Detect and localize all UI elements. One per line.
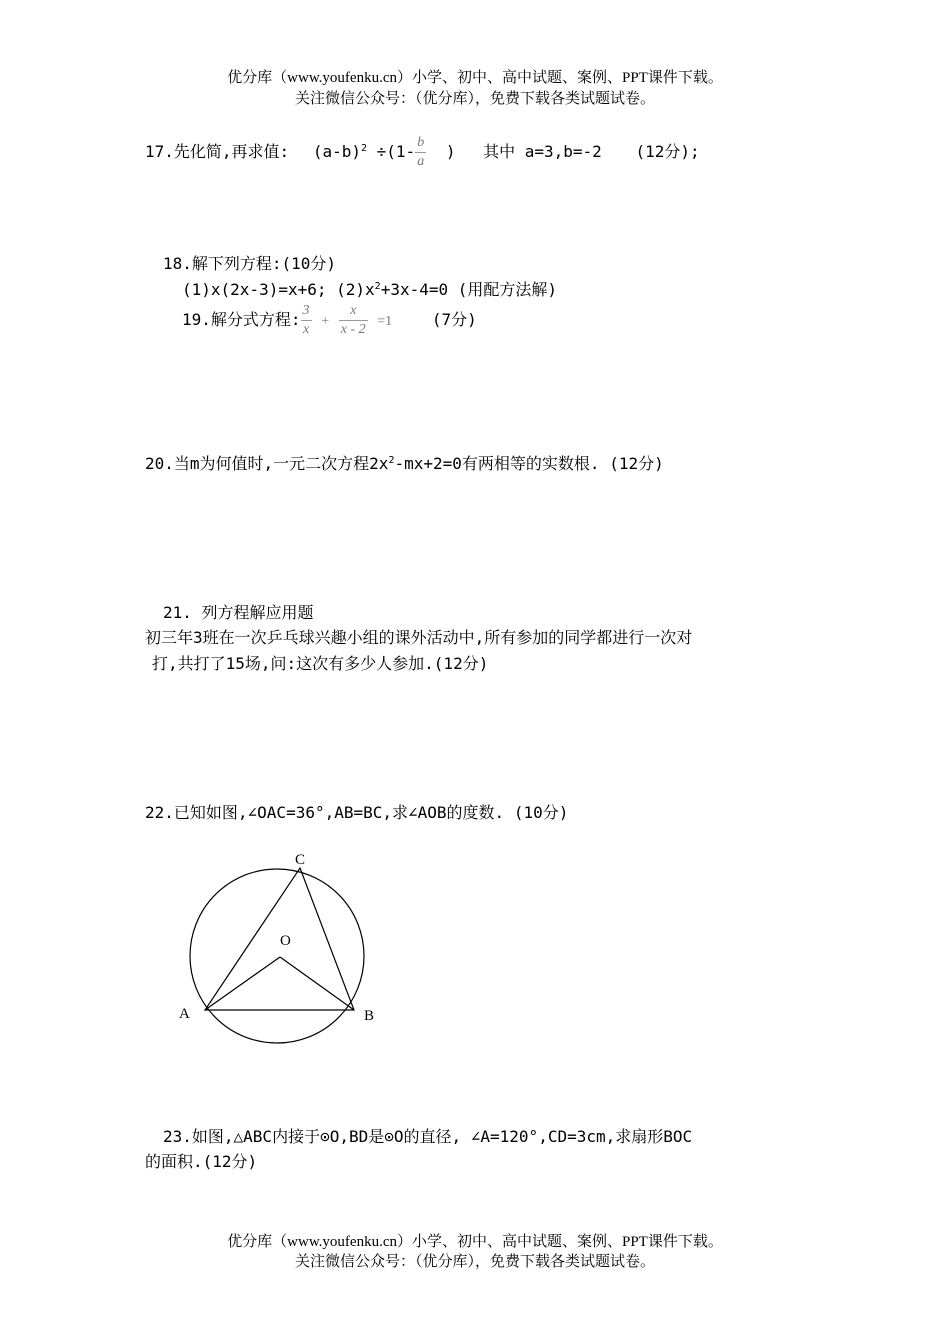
q17-expr-c: ) <box>445 142 456 161</box>
q19-f1-den: x <box>301 320 312 339</box>
question-22 <box>145 800 568 823</box>
q17-exponent: 2 <box>360 143 368 154</box>
q17-condition: 其中 a=3,b=-2 <box>483 142 602 161</box>
question-19 <box>182 302 477 339</box>
question-20 <box>145 451 664 474</box>
q23-line-2: 的面积.(12分) <box>145 1152 258 1171</box>
q21-line-1: 初三年3班在一次乒乓球兴趣小组的课外活动中,所有参加的同学都进行一次对 <box>145 628 693 647</box>
segment-oa <box>205 957 280 1010</box>
q17-frac-num: b <box>417 135 425 150</box>
q18-title: 18.解下列方程:(10分) <box>163 254 337 273</box>
label-o: O <box>280 933 291 949</box>
q17-frac-den: a <box>417 154 425 169</box>
q21-title: 21. 列方程解应用题 <box>163 603 314 622</box>
q19-equals: =1 <box>377 314 393 329</box>
q17-fraction <box>415 134 426 171</box>
q19-fraction-1 <box>301 302 312 339</box>
q22-text: 22.已知如图,∠OAC=36°,AB=BC,求∠AOB的度数. <box>145 803 505 822</box>
footer-line-2: 关注微信公众号：（优分库），免费下载各类试题试卷。 <box>294 1254 655 1270</box>
q20-text-a: 20.当m为何值时,一元二次方程2x <box>145 454 389 473</box>
q17-expr-b: ÷(1- <box>376 142 416 161</box>
q18-part1: (1)x(2x-3)=x+6; <box>182 280 327 299</box>
label-a: A <box>179 1006 190 1022</box>
header-line-2: 关注微信公众号：（优分库），免费下载各类试题试卷。 <box>294 91 655 107</box>
q17-score: (12分); <box>635 142 700 161</box>
q17-expr-a: (a-b) <box>312 142 361 161</box>
label-b: B <box>364 1008 375 1024</box>
q18-parts <box>182 277 557 300</box>
q22-circle-diagram <box>170 840 390 1070</box>
q18-part2-a: (2)x <box>336 280 375 299</box>
circumcircle <box>190 869 364 1043</box>
q22-score: (10分) <box>513 803 569 822</box>
q20-score: (12分) <box>609 454 664 473</box>
q19-fraction-2 <box>339 302 368 339</box>
q19-plus: + <box>321 314 330 329</box>
header-line-1: 优分库（www.youfenku.cn）小学、初中、高中试题、案例、PPT课件下载。 <box>227 70 723 86</box>
q20-exponent: 2 <box>388 455 395 466</box>
footer-line-1: 优分库（www.youfenku.cn）小学、初中、高中试题、案例、PPT课件下载。 <box>227 1234 723 1250</box>
q18-part2-exponent: 2 <box>374 281 381 292</box>
label-c: C <box>295 852 306 868</box>
q19-prefix: 19.解分式方程: <box>182 310 301 329</box>
q20-text-b: -mx+2=0有两相等的实数根. <box>394 454 600 473</box>
question-17 <box>145 134 700 171</box>
q23-line-1: 23.如图,△ABC内接于⊙O,BD是⊙O的直径, ∠A=120°,CD=3cm,求扇形BOC <box>163 1127 693 1146</box>
q19-f2-num: x <box>350 303 357 318</box>
q21-line-2: 打,共打了15场,问:这次有多少人参加.(12分) <box>152 654 489 673</box>
q19-score: (7分) <box>431 310 477 329</box>
q17-prefix: 17.先化简,再求值: <box>145 142 290 161</box>
segment-ob <box>280 957 354 1010</box>
q19-f2-den: x - 2 <box>340 322 366 337</box>
q19-f1-num: 3 <box>302 303 310 318</box>
q18-part2-b: +3x-4=0 (用配方法解) <box>380 280 558 299</box>
